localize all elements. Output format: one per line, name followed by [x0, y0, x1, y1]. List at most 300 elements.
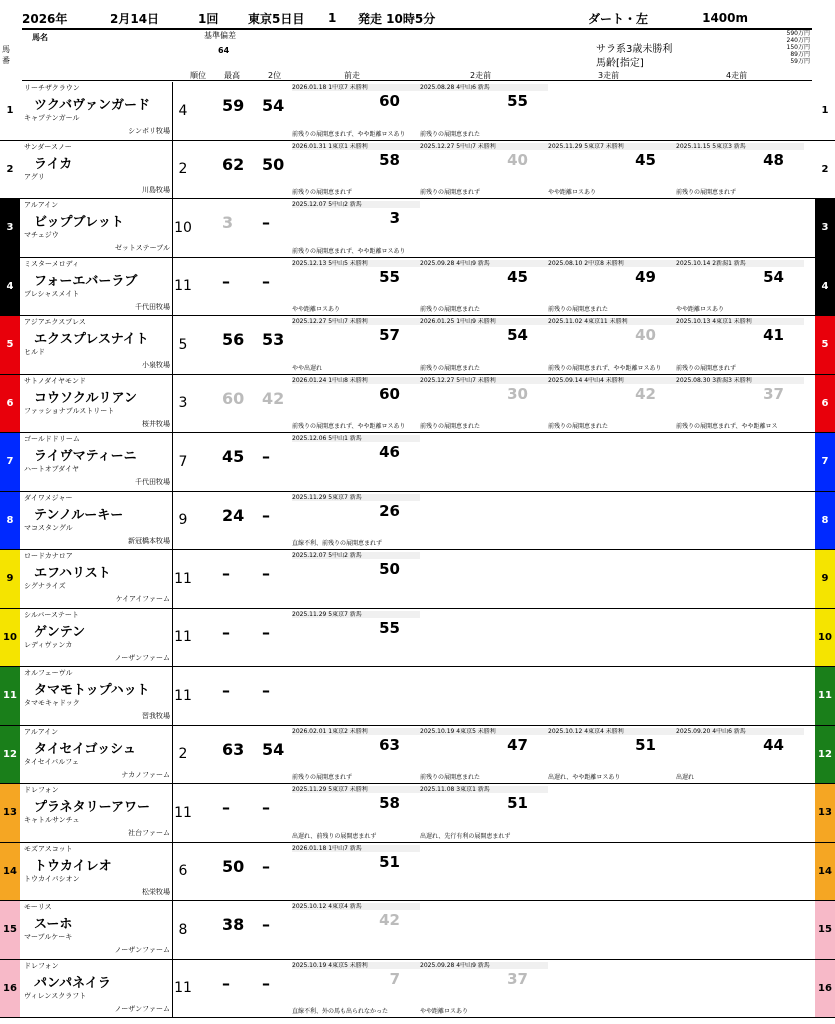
race-header-text: 2026.02.01 1東京2 未勝利	[292, 728, 420, 735]
race-header-text: 2025.08.10 2中京8 未勝利	[548, 260, 676, 267]
second-speed: –	[262, 973, 270, 993]
rank-value: 11	[174, 570, 192, 587]
race-note: 前残りの展開恵まれた	[420, 423, 481, 430]
horse-row	[0, 199, 835, 258]
past-race-1	[292, 903, 420, 957]
past-race-2	[420, 962, 548, 1016]
gate-number-left: 14	[0, 843, 20, 901]
rank-value: 7	[178, 453, 188, 470]
r2-label: 2走前	[470, 71, 492, 80]
race-note: 前残りの展開恵まれた	[420, 774, 481, 781]
prev-label: 前走	[344, 71, 360, 80]
second-speed: –	[262, 798, 270, 817]
horse-name: エクスプレスナイト	[34, 332, 149, 347]
past-race-2	[420, 318, 548, 372]
dam-name: キャトルサンチュ	[24, 816, 80, 824]
horse-row	[0, 141, 835, 200]
past-race-3	[548, 669, 676, 723]
horse-name: パンパネイラ	[34, 975, 111, 991]
race-header-text: 2025.09.28 4中山9 新馬	[420, 962, 548, 969]
race-speed-index: 42	[379, 911, 400, 929]
past-race-1	[292, 201, 420, 255]
std-label: 基準偏差	[204, 31, 236, 40]
past-race-1	[292, 728, 420, 782]
race-speed-index: 26	[379, 501, 400, 520]
rank-value: 2	[178, 161, 188, 178]
breeder-name: 川島牧場	[142, 185, 170, 194]
past-race-1	[292, 669, 420, 723]
race-speed-index: 55	[379, 267, 400, 286]
breeder-name: シンボリ牧場	[128, 127, 170, 135]
race-speed-index: 47	[507, 735, 528, 754]
breeder-name: ナカノファーム	[121, 770, 170, 779]
prize-1: 590万円	[786, 30, 810, 37]
horse-row	[0, 550, 835, 609]
dam-name: マコスタングル	[24, 523, 73, 532]
dam-name: レディヴァンカ	[24, 640, 73, 649]
race-header-text: 2026.01.18 1中京7 未勝利	[292, 84, 420, 91]
gate-number-right: 3	[815, 199, 835, 257]
gate-number-right: 7	[815, 433, 835, 491]
race-note: 前残りの展開恵まれず	[676, 189, 737, 196]
horse-label: 馬名	[32, 33, 48, 42]
gate-number-left: 5	[0, 316, 20, 374]
race-speed-index: 45	[635, 150, 656, 169]
prize-2: 240万円	[786, 37, 810, 44]
race-note: 出遅れ、先行有利の展開恵まれず	[420, 832, 511, 840]
race-header-text: 2025.11.02 4東京11 未勝利	[548, 318, 676, 325]
dam-name: ヒルド	[24, 348, 45, 356]
second-speed: –	[262, 271, 270, 291]
horse-cell	[22, 667, 173, 725]
race-note: やや距離ロスあり	[548, 189, 597, 196]
std-value: 64	[218, 46, 230, 55]
past-race-2	[420, 611, 548, 665]
race-speed-index: 54	[763, 267, 784, 286]
sire-name: アルアイン	[24, 201, 59, 209]
horse-name: スーホ	[34, 917, 73, 932]
race-header-text: 2025.10.19 4東京5 未勝利	[292, 962, 420, 969]
gate-number-left: 2	[0, 141, 20, 199]
sire-name: モーリス	[24, 903, 52, 911]
past-race-4	[676, 845, 804, 899]
venue: 東京5日目	[248, 11, 305, 26]
best-speed: 38	[222, 915, 245, 934]
race-header-text: 2025.12.13 5中山5 未勝利	[292, 260, 420, 267]
sire-name: ドレフォン	[24, 961, 59, 970]
gate-number-right: 12	[815, 726, 835, 784]
horse-row	[0, 492, 835, 551]
past-race-2	[420, 260, 548, 314]
race-note: やや距離ロスあり	[676, 306, 725, 313]
best-speed: –	[222, 798, 230, 817]
best-speed: 24	[222, 505, 245, 525]
horse-name: フォーエバーラブ	[34, 273, 138, 289]
gate-number-right: 5	[815, 316, 835, 374]
gate-number-right: 8	[815, 492, 835, 550]
breeder-name: ノーザンファーム	[114, 653, 170, 662]
race-speed-index: 58	[379, 794, 400, 812]
race-note: 前残りの展開恵まれた	[548, 306, 609, 313]
breeder-name: 小泉牧場	[142, 361, 170, 369]
horse-row	[0, 726, 835, 785]
sire-name: モズアスコット	[24, 844, 73, 853]
breeder-name: 習我牧場	[142, 712, 170, 720]
past-race-4	[676, 552, 804, 606]
horse-row	[0, 784, 835, 843]
race-speed-index: 60	[379, 384, 400, 403]
race-header-text: 2025.10.12 4東京4 未勝利	[548, 728, 676, 735]
umaban-label-left: 馬番	[2, 45, 10, 65]
race-header-text: 2025.10.12 4東京4 新馬	[292, 903, 420, 910]
gate-number-right: 11	[815, 667, 835, 725]
horse-name: ゲンテン	[34, 624, 86, 640]
horse-name: エフハリスト	[34, 566, 111, 581]
best-speed: 45	[222, 447, 245, 466]
dam-name: タイセイパルフェ	[24, 757, 79, 766]
gate-number-right: 13	[815, 784, 835, 842]
dam-name: ファッショナブルストリート	[24, 406, 115, 415]
past-race-4	[676, 201, 804, 255]
prize-5: 59万円	[790, 58, 810, 65]
sire-name: オルフェーヴル	[24, 669, 73, 677]
best-speed: –	[222, 564, 230, 583]
horse-name: コウソクルリアン	[34, 390, 137, 406]
race-header-text: 2025.11.29 5東京7 未勝利	[292, 786, 420, 793]
race-speed-index: 60	[379, 92, 400, 110]
race-header-text: 2025.10.13 4東京1 未勝利	[676, 318, 804, 325]
race-header-text: 2026.01.18 1中山7 新馬	[292, 845, 420, 852]
race-speed-index: 49	[635, 267, 656, 286]
rank-value: 9	[178, 512, 188, 529]
past-race-1	[292, 786, 420, 840]
gate-number-left: 11	[0, 667, 20, 725]
horse-row	[0, 667, 835, 726]
past-race-4	[676, 611, 804, 665]
breeder-name: ノーザンファーム	[114, 1004, 170, 1013]
past-race-3	[548, 786, 676, 840]
past-race-3	[548, 962, 676, 1016]
gate-number-right: 15	[815, 901, 835, 959]
best-speed: –	[222, 622, 230, 642]
race-note: 前残りの展開恵まれず、やや距離ロスあり	[548, 364, 662, 372]
gate-number-left: 7	[0, 433, 20, 491]
horse-name: テンノルーキー	[34, 507, 124, 523]
breeder-name: 新冠橋本牧場	[128, 536, 170, 545]
horse-cell	[22, 784, 173, 842]
past-race-3	[548, 201, 676, 255]
past-race-3	[548, 728, 676, 782]
race-no: 1	[328, 11, 337, 25]
second-speed: 54	[262, 739, 285, 759]
horse-name: プラネタリーアワー	[34, 800, 150, 815]
past-race-4	[676, 494, 804, 548]
horse-row	[0, 375, 835, 434]
past-race-3	[548, 377, 676, 431]
second-speed: 54	[262, 96, 285, 115]
race-note: 前残りの展開恵まれず、やや距離ロスあり	[292, 130, 406, 138]
race-header-text: 2025.08.30 3新潟3 未勝利	[676, 377, 804, 384]
post-time: 発走 10時5分	[358, 11, 436, 26]
horse-row	[0, 258, 835, 317]
horse-cell	[22, 726, 173, 784]
prize-money	[740, 30, 810, 65]
gate-number-right: 9	[815, 550, 835, 608]
track: ダート・左	[588, 11, 649, 26]
race-note: 前残りの展開恵まれた	[420, 364, 481, 372]
past-race-1	[292, 552, 420, 606]
race-header-text: 2025.08.28 4中山6 新馬	[420, 84, 548, 91]
race-header-text: 2025.12.07 5中山2 新馬	[292, 552, 420, 559]
race-note: やや距離ロスあり	[420, 1008, 469, 1015]
past-race-4	[676, 260, 804, 314]
prize-3: 150万円	[786, 44, 810, 51]
dam-name: タマモキャドック	[24, 699, 80, 707]
horse-name: ライカ	[34, 156, 73, 172]
race-header-text: 2026.01.25 1中山9 未勝利	[420, 318, 548, 325]
sire-name: アルアイン	[24, 727, 59, 736]
horse-cell	[22, 82, 173, 140]
race-header-text: 2025.11.08 3東京1 新馬	[420, 786, 548, 793]
past-race-3	[548, 845, 676, 899]
second-speed: –	[262, 681, 270, 700]
horse-name: タマモトップハット	[34, 683, 150, 698]
breeder-name: ケイアイファーム	[115, 595, 170, 603]
gate-number-right: 1	[815, 82, 835, 140]
past-race-4	[676, 435, 804, 489]
race-speed-index: 41	[763, 326, 784, 344]
sire-name: ダイワメジャー	[24, 493, 73, 502]
race-header-text: 2026.01.31 1東京1 未勝利	[292, 143, 420, 150]
past-race-3	[548, 84, 676, 138]
race-speed-index: 57	[379, 326, 400, 344]
sire-name: ゴールドドリーム	[24, 435, 80, 443]
horse-name: ライヴマティーニ	[34, 449, 137, 464]
horse-row	[0, 843, 835, 902]
gate-number-left: 8	[0, 492, 20, 550]
race-speed-index: 46	[379, 443, 400, 461]
race-header	[22, 8, 812, 30]
gate-number-right: 4	[815, 258, 835, 316]
past-race-1	[292, 260, 420, 314]
breeder-name: 桜井牧場	[142, 419, 170, 428]
race-speed-index: 58	[379, 150, 400, 169]
horse-row	[0, 901, 835, 960]
race-speed-index: 30	[507, 384, 528, 403]
best-speed: 3	[222, 213, 234, 232]
past-race-3	[548, 318, 676, 372]
distance: 1400m	[702, 11, 748, 25]
horse-cell	[22, 375, 173, 433]
race-speed-index: 55	[507, 92, 528, 110]
dam-name: マーブルケーキ	[24, 933, 73, 941]
gate-number-left: 10	[0, 609, 20, 667]
column-header	[2, 28, 812, 81]
race-speed-index: 40	[507, 150, 528, 169]
race-header-text: 2025.12.27 5中山7 未勝利	[292, 318, 420, 325]
race-speed-index: 7	[389, 969, 400, 988]
second-speed: 42	[262, 388, 285, 408]
rank-value: 5	[178, 336, 188, 353]
race-header-text: 2025.11.29 5東京7 未勝利	[548, 143, 676, 150]
breeder-name: 千代田牧場	[135, 302, 170, 311]
gate-number-left: 15	[0, 901, 20, 959]
second-label: 2位	[268, 71, 282, 80]
horse-name: トウカイレオ	[34, 858, 112, 874]
horse-cell	[22, 609, 173, 667]
race-note: 前残りの展開恵まれず	[292, 189, 353, 196]
gate-number-left: 4	[0, 258, 20, 316]
race-class: サラ系3歳未勝利	[596, 44, 673, 55]
race-note: やや距離ロスあり	[292, 306, 341, 313]
best-speed: –	[222, 973, 230, 993]
best-speed: –	[222, 271, 230, 291]
breeder-name: 社台ファーム	[128, 829, 170, 837]
horse-name: ツクバヴァンガード	[34, 98, 150, 113]
best-speed: 59	[222, 96, 245, 115]
horse-cell	[22, 901, 173, 959]
race-speed-index: 63	[379, 735, 400, 754]
past-race-3	[548, 494, 676, 548]
past-race-3	[548, 552, 676, 606]
breeder-name: 千代田牧場	[135, 478, 170, 486]
rank-value: 11	[174, 980, 192, 997]
past-race-3	[548, 143, 676, 197]
horse-name: タイセイゴッシュ	[34, 741, 136, 757]
past-race-2	[420, 552, 548, 606]
r3-label: 3走前	[598, 71, 620, 80]
rank-value: 11	[174, 804, 192, 821]
gate-number-left: 16	[0, 960, 20, 1018]
best-label: 最高	[224, 71, 240, 80]
rank-value: 11	[174, 629, 192, 646]
race-speed-index: 54	[507, 326, 528, 344]
rank-value: 8	[178, 921, 188, 938]
race-header-text: 2025.09.14 4中山4 未勝利	[548, 377, 676, 384]
rank-value: 4	[178, 102, 188, 119]
past-race-1	[292, 318, 420, 372]
date: 2月14日	[110, 11, 160, 26]
race-note: 出遅れ	[676, 774, 695, 781]
past-race-4	[676, 786, 804, 840]
best-speed: 63	[222, 739, 245, 759]
dam-name: ヴィレンスクラフト	[24, 991, 87, 1000]
second-speed: –	[262, 447, 270, 466]
race-note: 前残りの展開恵まれず、やや距離ロスあり	[292, 247, 406, 255]
race-header-text: 2025.09.28 4中山9 新馬	[420, 260, 548, 267]
past-race-3	[548, 435, 676, 489]
horse-row	[0, 316, 835, 375]
race-note: 前残りの展開恵まれた	[420, 306, 481, 313]
second-speed: –	[262, 622, 270, 642]
past-race-3	[548, 611, 676, 665]
best-speed: 60	[222, 388, 245, 408]
gate-number-left: 3	[0, 199, 20, 257]
race-note: 前残りの展開恵まれた	[548, 423, 609, 430]
best-speed: 50	[222, 856, 245, 876]
past-race-1	[292, 611, 420, 665]
race-header-text: 2025.11.29 5東京7 新馬	[292, 611, 420, 618]
race-note: 前残りの展開恵まれた	[420, 130, 481, 138]
breeder-name: ゼットステーブル	[114, 244, 170, 252]
past-race-1	[292, 494, 420, 548]
race-speed-index: 51	[635, 735, 656, 754]
dam-name: ブレシャスメイト	[24, 289, 80, 298]
weight-rule: 馬齢[指定]	[596, 58, 644, 69]
gate-number-right: 16	[815, 960, 835, 1018]
past-race-4	[676, 962, 804, 1016]
rank-value: 6	[178, 863, 188, 880]
past-race-3	[548, 903, 676, 957]
sire-name: ロードカナロア	[24, 552, 73, 560]
rank-value: 11	[174, 687, 192, 704]
sire-name: サトノダイヤモンド	[24, 376, 86, 385]
race-header-text: 2026.01.24 1中山8 未勝利	[292, 377, 420, 384]
sire-name: アジアエクスプレス	[24, 318, 86, 326]
gate-number-right: 14	[815, 843, 835, 901]
breeder-name: ノーザンファーム	[114, 946, 170, 954]
past-race-2	[420, 435, 548, 489]
horse-row	[0, 960, 835, 1019]
rank-value: 11	[174, 278, 192, 295]
horse-cell	[22, 258, 173, 316]
sire-name: サンダースノー	[24, 142, 72, 151]
race-header-text: 2025.10.19 4東京5 未勝利	[420, 728, 548, 735]
past-race-1	[292, 377, 420, 431]
race-speed-index: 51	[379, 852, 400, 871]
gate-number-left: 13	[0, 784, 20, 842]
dam-name: マチェジウ	[24, 231, 59, 239]
past-race-4	[676, 143, 804, 197]
rank-value: 3	[178, 395, 188, 412]
breeder-name: 松栄牧場	[142, 887, 170, 896]
past-race-3	[548, 260, 676, 314]
horse-cell	[22, 843, 173, 901]
sire-name: ミスターメロディ	[24, 259, 80, 268]
race-note: 直線不利、外の馬も出られなかった	[292, 1008, 389, 1015]
horse-cell	[22, 433, 173, 491]
second-speed: –	[262, 856, 270, 876]
horse-cell	[22, 141, 173, 199]
second-speed: –	[262, 213, 270, 232]
past-race-2	[420, 494, 548, 548]
horse-cell	[22, 960, 173, 1018]
best-speed: 62	[222, 154, 245, 174]
second-speed: –	[262, 915, 270, 934]
best-speed: –	[222, 681, 230, 700]
second-speed: –	[262, 505, 270, 525]
past-race-4	[676, 377, 804, 431]
gate-number-right: 10	[815, 609, 835, 667]
race-note: 出遅れ、やや距離ロスあり	[548, 774, 621, 781]
past-race-2	[420, 377, 548, 431]
horse-cell	[22, 492, 173, 550]
race-note: 前残りの展開恵まれず、やや距離ロス	[676, 423, 778, 430]
gate-number-right: 2	[815, 141, 835, 199]
horse-cell	[22, 199, 173, 257]
sire-name: シルバーステート	[24, 610, 79, 619]
horse-cell	[22, 550, 173, 608]
second-speed: 50	[262, 154, 285, 174]
past-race-1	[292, 143, 420, 197]
race-speed-index: 55	[379, 618, 400, 637]
race-speed-index: 48	[763, 150, 784, 169]
rank-value: 2	[178, 746, 188, 763]
past-race-4	[676, 903, 804, 957]
past-race-1	[292, 84, 420, 138]
round: 1回	[198, 11, 219, 26]
race-note: 出遅れ、前残りの展開恵まれず	[292, 832, 377, 840]
